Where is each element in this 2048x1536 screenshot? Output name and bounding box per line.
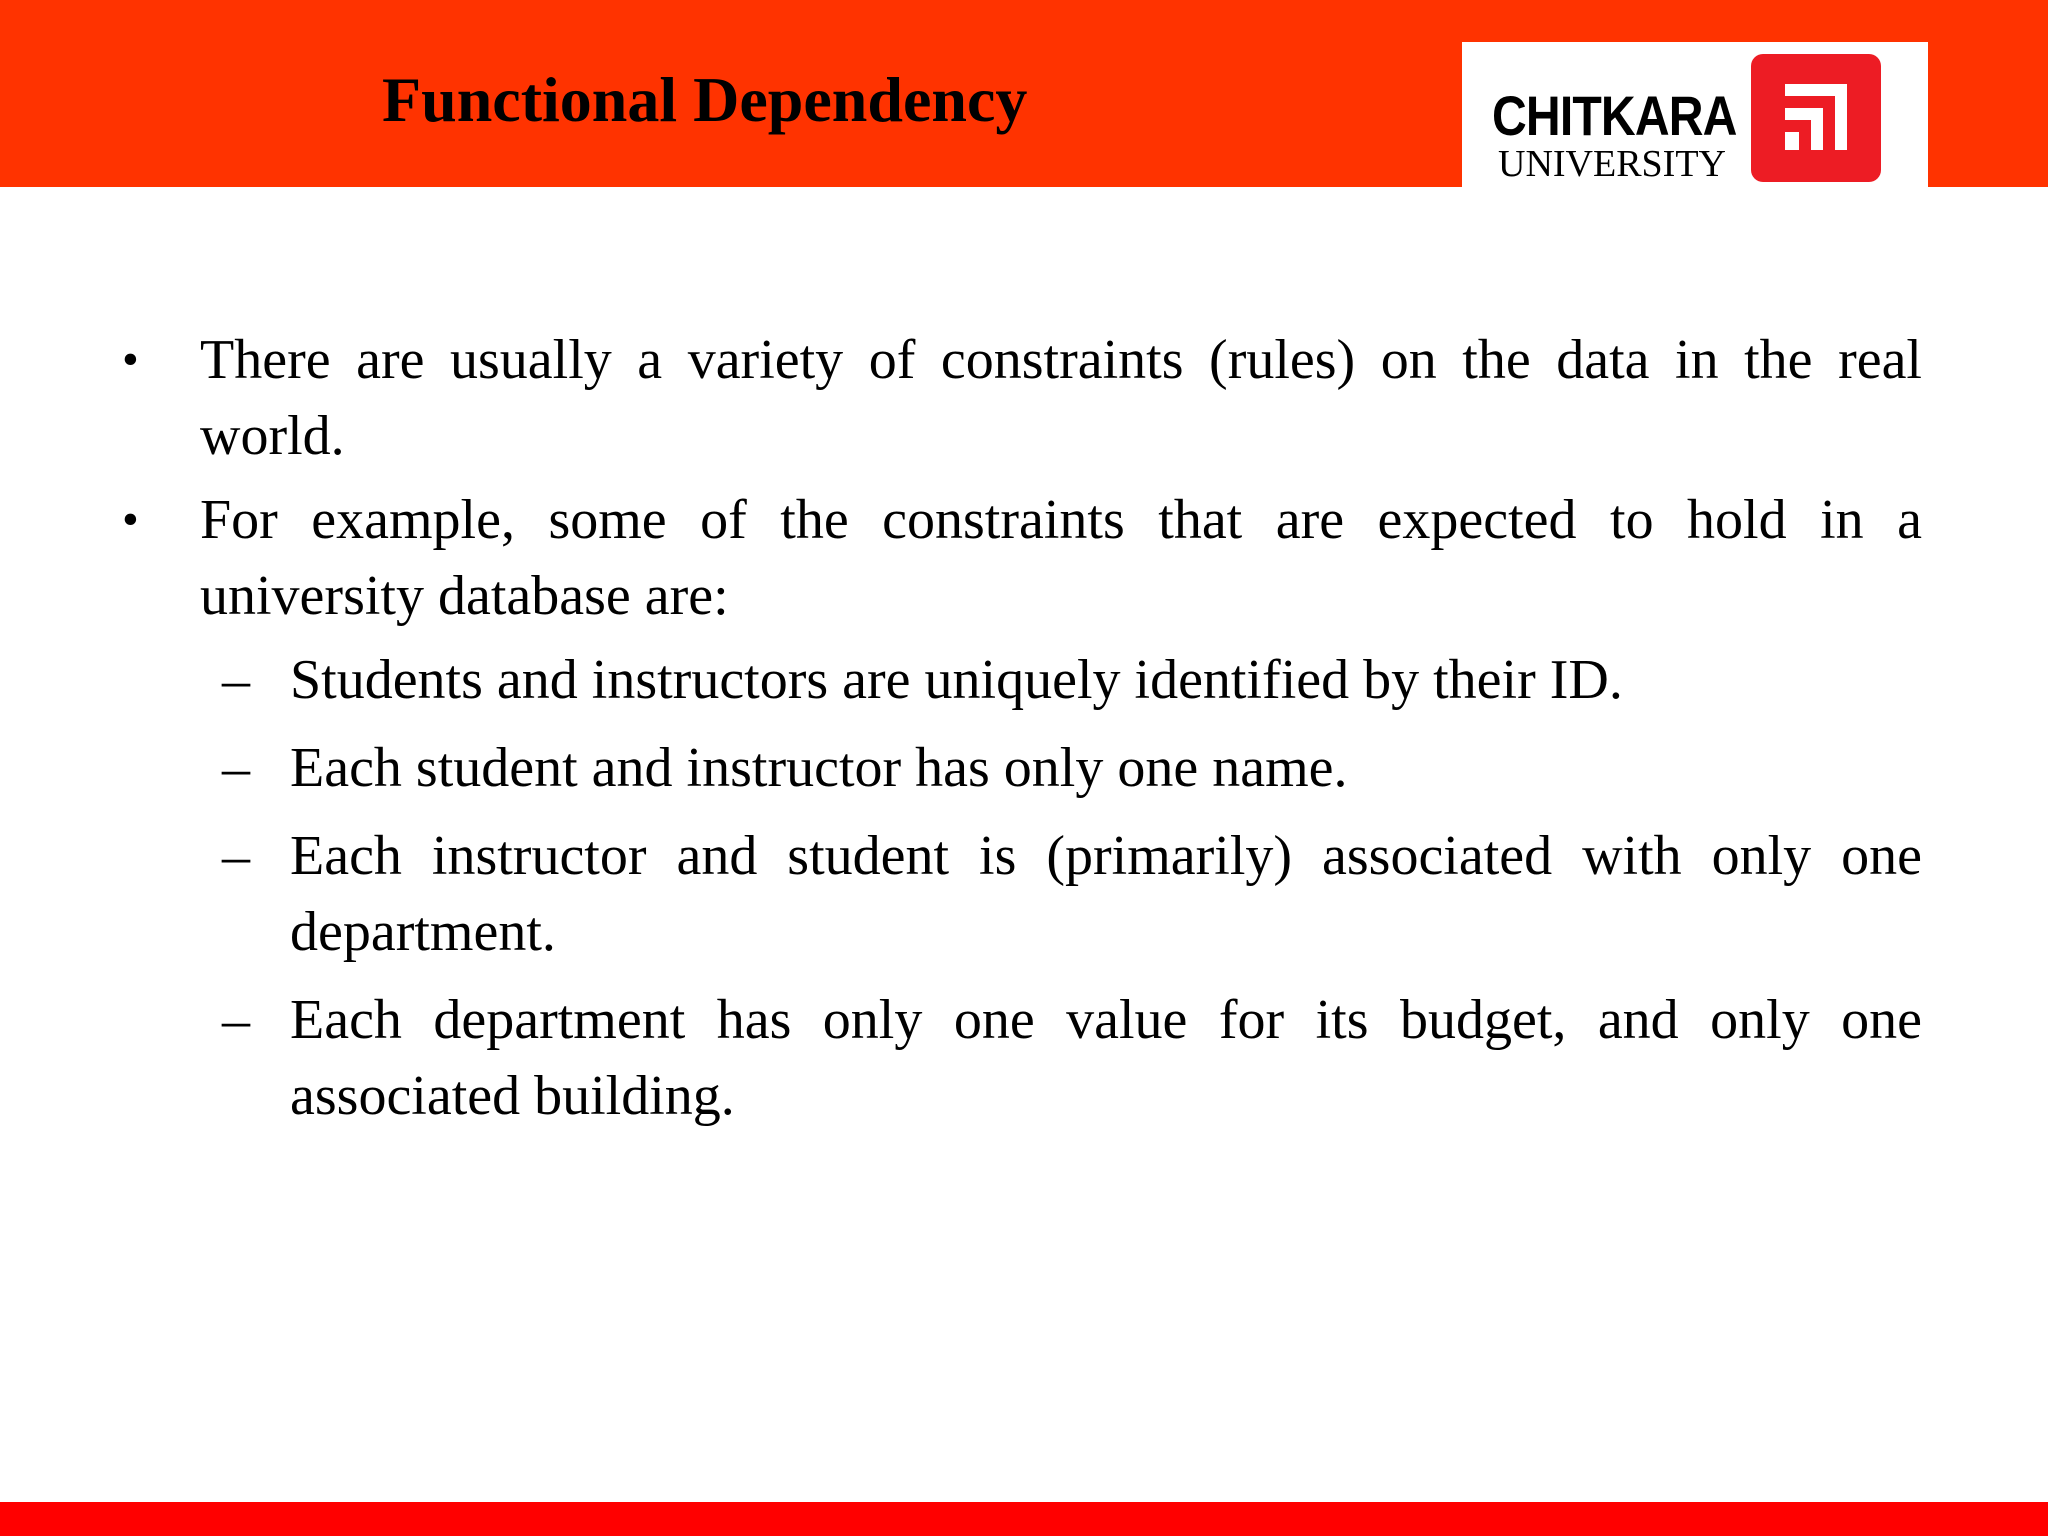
dash-marker: – — [222, 737, 250, 799]
sub-bullet-item — [112, 730, 1922, 806]
slide-title: Functional Dependency — [382, 64, 1028, 135]
dash-marker: – — [222, 825, 250, 887]
sub-bullet-item — [112, 982, 1922, 1134]
footer-bar — [0, 1502, 2048, 1536]
sub-bullet-text: Students and instructors are uniquely identified by their ID. — [290, 649, 1623, 711]
dash-marker: – — [222, 989, 250, 1051]
logo-subtitle: UNIVERSITY — [1498, 143, 1726, 185]
university-logo — [1462, 42, 1928, 187]
bullet-marker: • — [122, 333, 139, 386]
logo-wordmark: CHITKARA — [1492, 84, 1737, 147]
sub-bullet-text: Each department has only one value for its budget, and only one associated building. — [290, 989, 1922, 1127]
sub-bullet-item — [112, 818, 1922, 970]
slide-content — [112, 322, 1922, 1146]
chitkara-logo-icon — [1751, 54, 1881, 182]
sub-bullet-item — [112, 642, 1922, 718]
bullet-item — [112, 322, 1922, 474]
sub-bullet-text: Each instructor and student is (primarily) associated with only one department. — [290, 825, 1922, 963]
dash-marker: – — [222, 649, 250, 711]
bullet-marker: • — [122, 493, 139, 546]
sub-bullet-text: Each student and instructor has only one name. — [290, 737, 1348, 799]
bullet-text: There are usually a variety of constraints (rules) on the data in the real world. — [200, 329, 1922, 467]
bullet-item — [112, 482, 1922, 634]
bullet-text: For example, some of the constraints that are expected to hold in a university database are: — [200, 489, 1922, 627]
